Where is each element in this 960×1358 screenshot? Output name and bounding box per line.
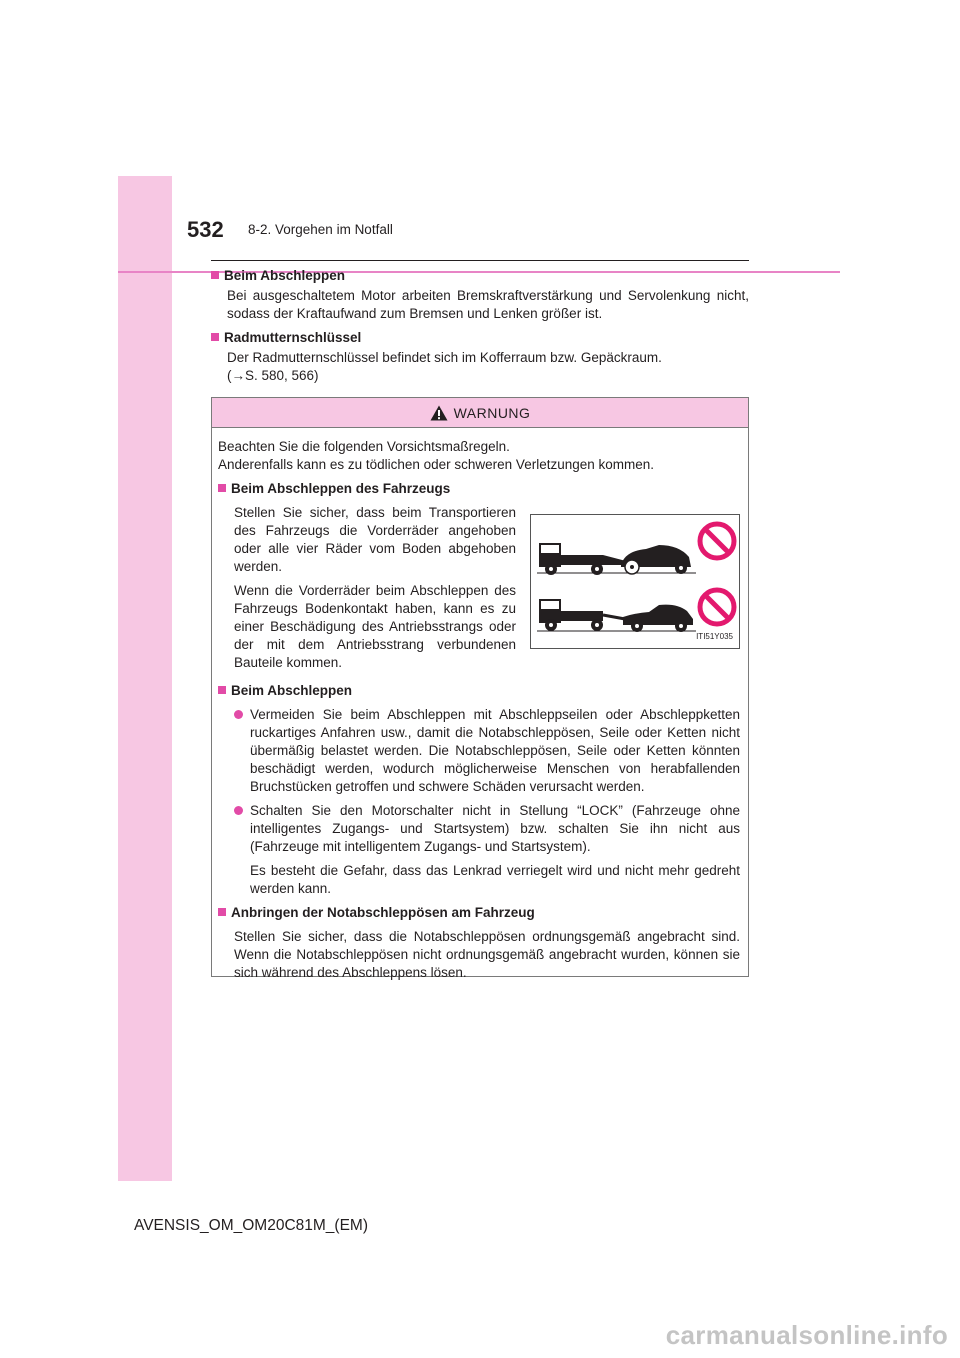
towing-illustration: [530, 514, 740, 649]
section-title: 8-2. Vorgehen im Notfall: [248, 222, 393, 237]
towing-row: [218, 504, 740, 678]
section-heading-abschleppen: Beim Abschleppen: [211, 267, 749, 285]
towing-paragraph-2: Wenn die Vorderräder beim Abschleppen des Fahrzeugs Bodenkontakt haben, kann es zu einer Beschädigung des Antriebsstrangs oder der mit dem Antriebsstrang verbundenen Bauteile kommen.: [234, 583, 516, 670]
towing-paragraph-1: Stellen Sie sicher, dass beim Transportieren des Fahrzeugs die Vorderräder angehoben oder alle vier Räder vom Boden abgehoben werden.: [234, 505, 516, 574]
content: [211, 264, 749, 391]
watermark: carmanualsonline.info: [665, 1320, 948, 1350]
tow-truck-upper: [537, 543, 696, 575]
bullet-note: Es besteht die Gefahr, dass das Lenkrad verriegelt wird und nicht mehr gedreht werden kann.: [250, 863, 740, 896]
round-bullet-icon: [234, 710, 243, 719]
section-text-abschleppen: Bei ausgeschaltetem Motor arbeiten Bremskraftverstärkung und Servolenkung nicht, sodass der Kraftaufwand zum Bremsen und Lenken größer ist.: [227, 288, 749, 321]
round-bullet-icon: [234, 806, 243, 815]
bullet-item: Vermeiden Sie beim Abschleppen mit Abschleppseilen oder Abschleppketten ruckartiges Anfahren usw., damit die Notabschleppösen, Seile oder Ketten nicht übermäßig belastet werden. Die Notabschleppösen, Seile oder Ketten könnten beschädigt werden, wodurch möglicherweise Menschen von herabfallenden Bruchstücken getroffen und schwere Schäden verursacht werden.: [234, 706, 740, 796]
square-bullet-icon: [211, 333, 219, 341]
towing-text: [234, 504, 516, 678]
warning-triangle-icon: [430, 405, 448, 421]
warning-heading-notabschleppoesen: Anbringen der Notabschleppösen am Fahrzeug: [218, 904, 740, 922]
page-reference: (→S. 580, 566): [227, 368, 319, 383]
tow-truck-lower: [537, 599, 696, 632]
warning-heading-towing: Beim Abschleppen des Fahrzeugs: [218, 480, 740, 498]
section-heading-radmutternschluessel: Radmutternschlüssel: [211, 329, 749, 347]
warning-body: [212, 428, 748, 982]
warning-title: WARNUNG: [453, 404, 531, 421]
warning-intro: Beachten Sie die folgenden Vorsichtsmaßregeln. Anderenfalls kann es zu tödlichen oder schweren Verletzungen kommen.: [218, 439, 655, 472]
content-top-rule: [211, 260, 749, 261]
square-bullet-icon: [218, 484, 226, 492]
document-code: AVENSIS_OM_OM20C81M_(EM): [134, 1217, 368, 1234]
attach-text: Stellen Sie sicher, dass die Notabschleppösen ordnungsgemäß angebracht sind. Wenn die Notabschleppösen nicht ordnungsgemäß angebracht wurden, können sie sich während des Abschleppens lösen.: [234, 929, 740, 980]
bullet-item: Schalten Sie den Motorschalter nicht in Stellung “LOCK” (Fahrzeuge ohne intelligentes Zugangs- und Startsystem) bzw. schalten Sie ihn nicht aus (Fahrzeuge mit intelligentem Zugangs- und Startsystem).: [234, 802, 740, 856]
square-bullet-icon: [211, 271, 219, 279]
warning-header: [212, 398, 748, 428]
square-bullet-icon: [218, 686, 226, 694]
figure-label: ITI51Y035: [696, 632, 733, 641]
square-bullet-icon: [218, 908, 226, 916]
prohibition-icon: [700, 590, 734, 624]
warning-heading-abschleppen: Beim Abschleppen: [218, 682, 740, 700]
page-number: 532: [187, 217, 224, 242]
side-tab-band: [118, 176, 172, 1181]
warning-box: [211, 397, 749, 980]
section-text-radmutternschluessel: Der Radmutternschlüssel befindet sich im Kofferraum bzw. Gepäckraum. (→S. 580, 566): [227, 350, 662, 383]
tow-truck-illustration: [531, 515, 739, 635]
prohibition-icon: [700, 524, 734, 558]
